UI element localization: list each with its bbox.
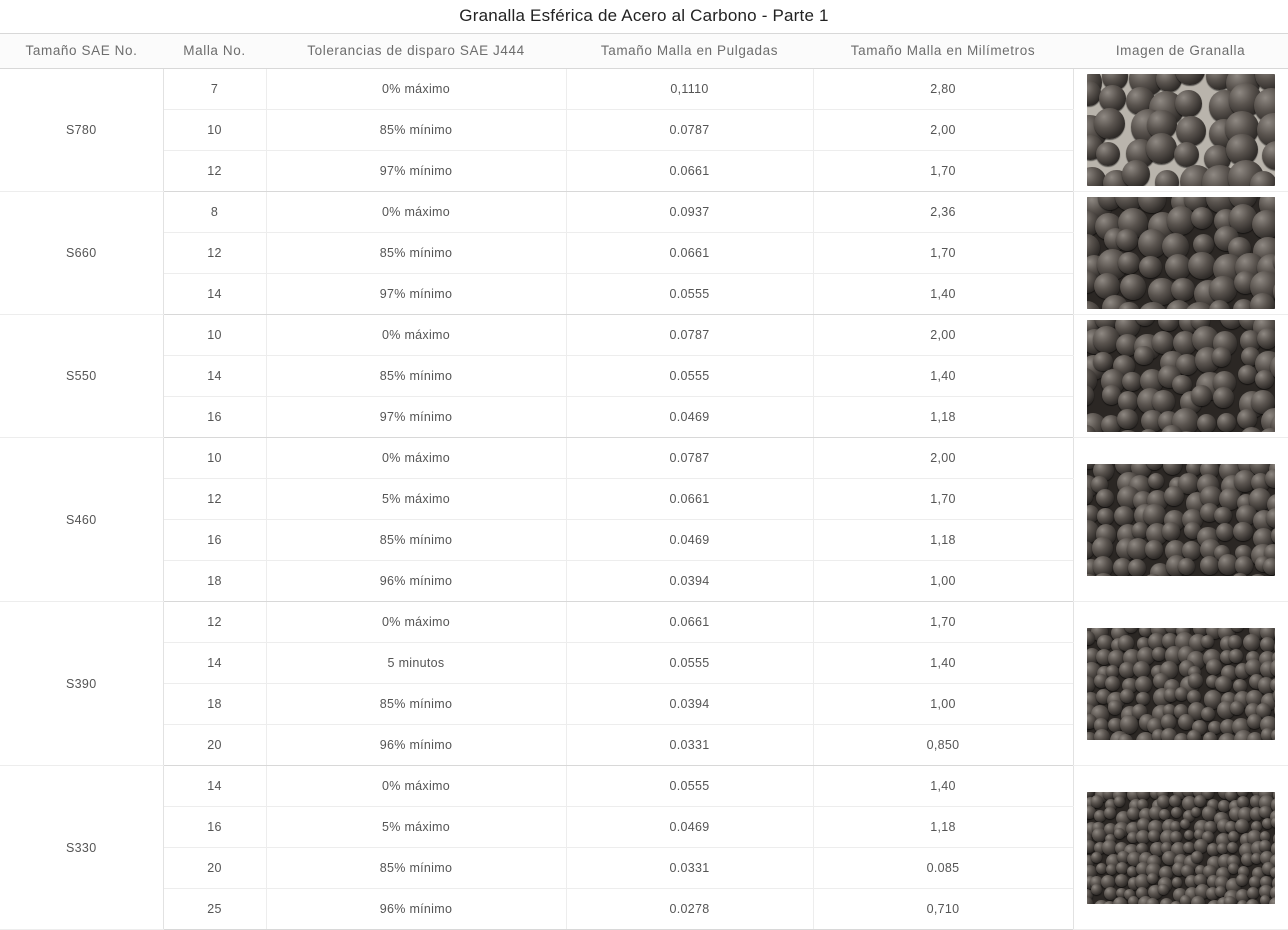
millimeters-cell: 1,70 (813, 233, 1073, 274)
tolerance-cell: 0% máximo (266, 602, 566, 643)
inches-cell: 0.0394 (566, 684, 813, 725)
inches-cell: 0,1110 (566, 69, 813, 110)
granalla-s780-image (1087, 74, 1275, 186)
millimeters-cell: 1,40 (813, 356, 1073, 397)
column-header-mm: Tamaño Malla en Milímetros (813, 34, 1073, 69)
sae-size-cell: S390 (0, 602, 163, 766)
shot-image-cell (1073, 315, 1288, 438)
tolerance-cell: 85% mínimo (266, 356, 566, 397)
millimeters-cell: 1,40 (813, 766, 1073, 807)
millimeters-cell: 1,00 (813, 684, 1073, 725)
millimeters-cell: 1,18 (813, 520, 1073, 561)
table-body (0, 69, 1288, 930)
millimeters-cell: 1,40 (813, 643, 1073, 684)
table-header-row (0, 34, 1288, 69)
tolerance-cell: 96% mínimo (266, 889, 566, 930)
tolerance-cell: 97% mínimo (266, 274, 566, 315)
granalla-s550-image (1087, 320, 1275, 432)
table-row (0, 766, 1288, 807)
sae-size-cell: S460 (0, 438, 163, 602)
tolerance-cell: 96% mínimo (266, 725, 566, 766)
tolerance-cell: 0% máximo (266, 766, 566, 807)
millimeters-cell: 2,00 (813, 110, 1073, 151)
millimeters-cell: 0,710 (813, 889, 1073, 930)
millimeters-cell: 1,00 (813, 561, 1073, 602)
inches-cell: 0.0331 (566, 848, 813, 889)
inches-cell: 0.0278 (566, 889, 813, 930)
tolerance-cell: 85% mínimo (266, 110, 566, 151)
tolerance-cell: 0% máximo (266, 192, 566, 233)
inches-cell: 0.0555 (566, 766, 813, 807)
granalla-s460-image (1087, 464, 1275, 576)
mesh-number-cell: 16 (163, 807, 266, 848)
tolerance-cell: 5% máximo (266, 807, 566, 848)
shot-image-cell (1073, 602, 1288, 766)
mesh-number-cell: 12 (163, 479, 266, 520)
mesh-number-cell: 12 (163, 233, 266, 274)
millimeters-cell: 1,70 (813, 151, 1073, 192)
inches-cell: 0.0469 (566, 520, 813, 561)
mesh-number-cell: 12 (163, 602, 266, 643)
table-row (0, 602, 1288, 643)
mesh-number-cell: 14 (163, 766, 266, 807)
tolerance-cell: 85% mínimo (266, 848, 566, 889)
shot-size-table (0, 33, 1288, 930)
inches-cell: 0.0469 (566, 807, 813, 848)
inches-cell: 0.0331 (566, 725, 813, 766)
shot-image-cell (1073, 192, 1288, 315)
mesh-number-cell: 10 (163, 438, 266, 479)
page-title: Granalla Esférica de Acero al Carbono - Parte 1 (459, 6, 829, 25)
tolerance-cell: 85% mínimo (266, 684, 566, 725)
inches-cell: 0.0555 (566, 643, 813, 684)
table-row (0, 315, 1288, 356)
inches-cell: 0.0469 (566, 397, 813, 438)
inches-cell: 0.0394 (566, 561, 813, 602)
millimeters-cell: 2,00 (813, 315, 1073, 356)
inches-cell: 0.0937 (566, 192, 813, 233)
sae-size-cell: S660 (0, 192, 163, 315)
sae-size-cell: S330 (0, 766, 163, 930)
tolerance-cell: 85% mínimo (266, 233, 566, 274)
shot-image-cell (1073, 69, 1288, 192)
inches-cell: 0.0787 (566, 438, 813, 479)
mesh-number-cell: 16 (163, 520, 266, 561)
granalla-s390-image (1087, 628, 1275, 740)
millimeters-cell: 1,70 (813, 479, 1073, 520)
millimeters-cell: 0,850 (813, 725, 1073, 766)
tolerance-cell: 85% mínimo (266, 520, 566, 561)
table-row (0, 192, 1288, 233)
column-header-inches: Tamaño Malla en Pulgadas (566, 34, 813, 69)
tolerance-cell: 5 minutos (266, 643, 566, 684)
millimeters-cell: 1,40 (813, 274, 1073, 315)
millimeters-cell: 1,18 (813, 807, 1073, 848)
millimeters-cell: 2,36 (813, 192, 1073, 233)
inches-cell: 0.0661 (566, 151, 813, 192)
tolerance-cell: 97% mínimo (266, 397, 566, 438)
mesh-number-cell: 25 (163, 889, 266, 930)
mesh-number-cell: 18 (163, 561, 266, 602)
granalla-s660-image (1087, 197, 1275, 309)
sae-size-cell: S780 (0, 69, 163, 192)
millimeters-cell: 1,70 (813, 602, 1073, 643)
millimeters-cell: 2,80 (813, 69, 1073, 110)
mesh-number-cell: 14 (163, 274, 266, 315)
mesh-number-cell: 16 (163, 397, 266, 438)
mesh-number-cell: 10 (163, 315, 266, 356)
column-header-sae: Tamaño SAE No. (0, 34, 163, 69)
mesh-number-cell: 20 (163, 725, 266, 766)
mesh-number-cell: 18 (163, 684, 266, 725)
mesh-number-cell: 10 (163, 110, 266, 151)
table-row (0, 69, 1288, 110)
table-header (0, 34, 1288, 69)
tolerance-cell: 97% mínimo (266, 151, 566, 192)
inches-cell: 0.0555 (566, 274, 813, 315)
table-row (0, 438, 1288, 479)
tolerance-cell: 5% máximo (266, 479, 566, 520)
tolerance-cell: 96% mínimo (266, 561, 566, 602)
tolerance-cell: 0% máximo (266, 69, 566, 110)
millimeters-cell: 1,18 (813, 397, 1073, 438)
mesh-number-cell: 14 (163, 356, 266, 397)
millimeters-cell: 0.085 (813, 848, 1073, 889)
mesh-number-cell: 12 (163, 151, 266, 192)
tolerance-cell: 0% máximo (266, 315, 566, 356)
inches-cell: 0.0555 (566, 356, 813, 397)
inches-cell: 0.0661 (566, 479, 813, 520)
inches-cell: 0.0661 (566, 602, 813, 643)
inches-cell: 0.0787 (566, 315, 813, 356)
granalla-s330-image (1087, 792, 1275, 904)
inches-cell: 0.0787 (566, 110, 813, 151)
shot-image-cell (1073, 438, 1288, 602)
tolerance-cell: 0% máximo (266, 438, 566, 479)
sae-size-cell: S550 (0, 315, 163, 438)
mesh-number-cell: 7 (163, 69, 266, 110)
mesh-number-cell: 14 (163, 643, 266, 684)
column-header-mesh: Malla No. (163, 34, 266, 69)
mesh-number-cell: 8 (163, 192, 266, 233)
millimeters-cell: 2,00 (813, 438, 1073, 479)
mesh-number-cell: 20 (163, 848, 266, 889)
column-header-tolerance: Tolerancias de disparo SAE J444 (266, 34, 566, 69)
inches-cell: 0.0661 (566, 233, 813, 274)
column-header-image: Imagen de Granalla (1073, 34, 1288, 69)
